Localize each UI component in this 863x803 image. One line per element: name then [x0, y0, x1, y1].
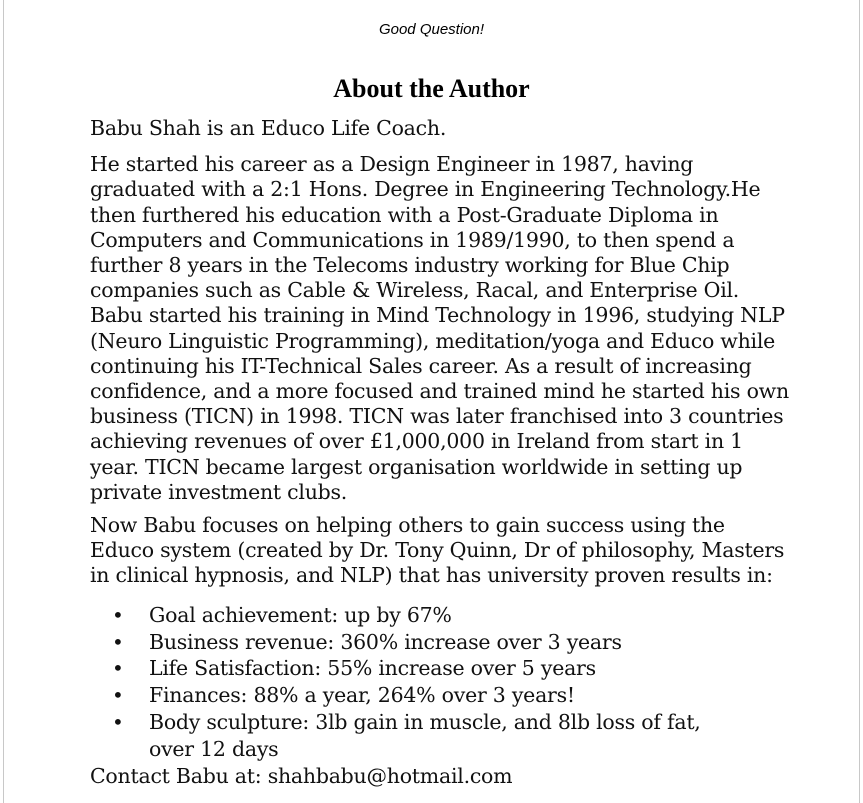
list-item: [90, 655, 709, 682]
bullet-icon: •: [112, 656, 124, 681]
results-list: [90, 602, 790, 763]
list-item-text: Goal achievement: up by 67%: [149, 602, 452, 627]
career-paragraph: He started his career as a Design Engineer in 1987, having graduated with a 2:1 Hons. Degree in Engineering Technology.He then furthered his education with a Post-Graduate Diploma in Computers and Communications in 1989/1990, to then spend a further 8 years in the Telecoms industry working for Blue Chip companies such as Cable & Wireless, Racal, and Enterprise Oil. Babu started his training in Mind Technology in 1996, studying NLP (Neuro Linguistic Programming), meditation/yoga and Educo while continuing his IT-Technical Sales career. As a result of increasing confidence, and a more focused and trained mind he started his own business (TICN) in 1998. TICN was later franchised into 3 countries achieving revenues of over £1,000,000 in Ireland from start in 1 year. TICN became largest organisation worldwide in setting up private investment clubs.: [90, 152, 789, 504]
contact-line: Contact Babu at: shahbabu@hotmail.com: [90, 764, 513, 788]
bullet-icon: •: [112, 683, 124, 708]
bullet-icon: •: [112, 710, 124, 735]
section-title: About the Author: [333, 74, 530, 103]
focus-paragraph: Now Babu focuses on helping others to gain success using the Educo system (created by Dr. Tony Quinn, Dr of philosophy, Masters in clinical hypnosis, and NLP) that has university proven results in:: [90, 513, 785, 588]
bullet-icon: •: [112, 602, 124, 627]
list-item-text: Finances: 88% a year, 264% over 3 years!: [149, 683, 575, 708]
list-item-text: Business revenue: 360% increase over 3 years: [149, 629, 622, 654]
intro-paragraph: Babu Shah is an Educo Life Coach.: [90, 116, 447, 140]
list-item: [90, 602, 709, 629]
list-item: [90, 682, 709, 709]
page-edge-left: [3, 0, 4, 803]
list-item: [90, 709, 709, 763]
running-header: Good Question!: [378, 21, 485, 38]
list-item: [90, 629, 709, 656]
list-item-text: Body sculpture: 3lb gain in muscle, and 8lb loss of fat, over 12 days: [149, 710, 701, 762]
bullet-icon: •: [112, 629, 124, 654]
page-edge-right: [859, 0, 860, 803]
list-item-text: Life Satisfaction: 55% increase over 5 years: [149, 656, 596, 681]
section-body: [90, 116, 790, 763]
